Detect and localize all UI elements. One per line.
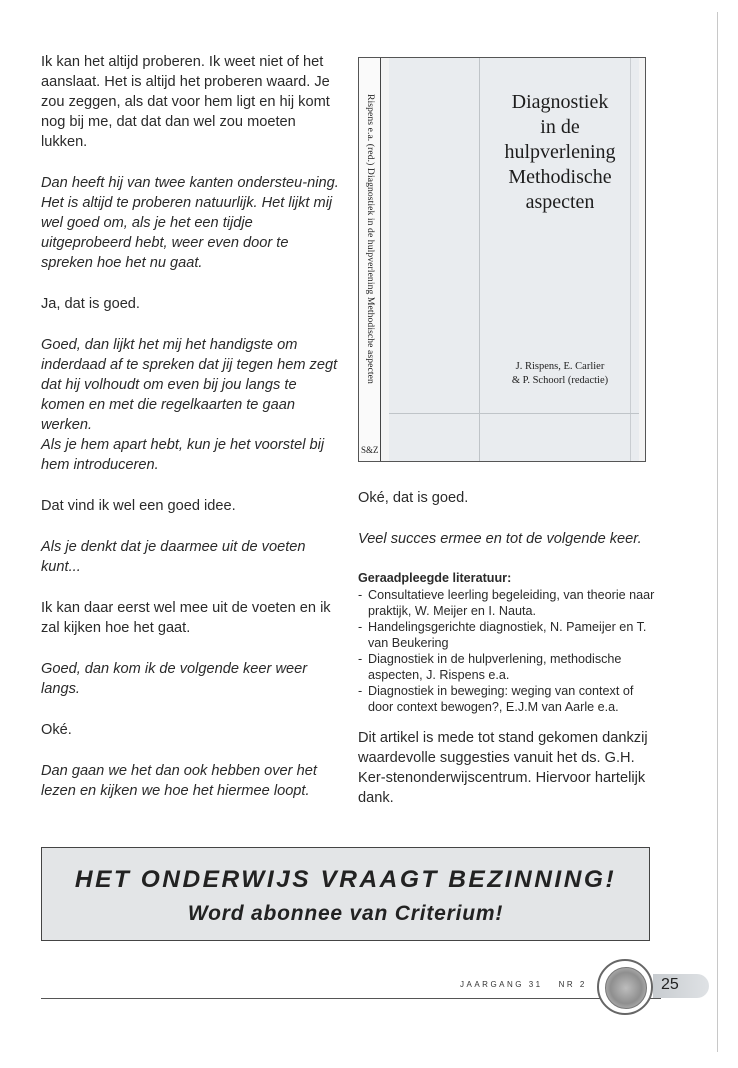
paragraph: Als je hem apart hebt, kun je het voorstel bij hem introduceren. (41, 437, 325, 473)
literature-list (358, 587, 658, 715)
book-author-line: & P. Schoorl (redactie) (511, 375, 609, 386)
page-number: 25 (661, 976, 679, 993)
volume-label: JAARGANG 31 (460, 980, 543, 989)
book-title-line: in de (540, 116, 580, 138)
book-cover-image (358, 57, 646, 462)
banner-subline: Word abonnee van Criterium! (187, 902, 504, 925)
footer-issue-info (460, 980, 603, 989)
subscription-banner (41, 847, 650, 941)
book-spine (359, 58, 381, 461)
cover-rule (389, 413, 639, 414)
paragraph: Dan heeft hij van twee kanten ondersteu-ning. Het is altijd te proberen natuurlijk. Het lijkt mij wel goed om, als je het een tijdje uitgeprobeerd hebt, weer even door te spreken hoe het nu gaat. (41, 175, 339, 271)
book-authors (465, 360, 655, 388)
list-item: - Diagnostiek in beweging: weging van context of door context bewogen?, E.J.M van Aarle e.a. (358, 683, 658, 715)
book-title-line: Diagnostiek (511, 91, 609, 113)
list-item: - Diagnostiek in de hulpverlening, methodische aspecten, J. Rispens e.a. (358, 651, 658, 683)
book-subtitle-line: Methodische (508, 166, 612, 188)
journal-seal-icon (597, 959, 653, 1015)
paragraph: Oké, dat is goed. (358, 490, 469, 506)
spine-text: Rispens e.a. (red.) Diagnostiek in de hulpverlening Methodische aspecten (365, 94, 376, 384)
list-item: - Consultatieve leerling begeleiding, van theorie naar praktijk, W. Meijer en I. Nauta. (358, 587, 658, 619)
acknowledgement: Dit artikel is mede tot stand gekomen dankzij waardevolle suggesties vanuit het ds. G.H. Ker-stenonderwijscentrum. Hiervoor hartelijk dank. (358, 730, 648, 806)
page-number-tab (653, 974, 709, 998)
paragraph: Goed, dan lijkt het mij het handigste om inderdaad af te spreken dat jij tegen hem zegt dat hij volhoudt om even bij jou langs te komen en met die regelkaarten te gaan werken. (41, 337, 338, 433)
issue-label: NR 2 (558, 980, 587, 989)
book-title-line: hulpverlening (504, 141, 616, 163)
left-column (41, 52, 341, 822)
paragraph: Ik kan daar eerst wel mee uit de voeten en ik zal kijken hoe het gaat. (41, 600, 331, 636)
book-front-cover (389, 58, 639, 461)
list-item: - Handelingsgerichte diagnostiek, N. Pameijer en T. van Beukering (358, 619, 658, 651)
book-author-line: J. Rispens, E. Carlier (515, 361, 605, 372)
publisher-logo: S&Z (361, 445, 379, 455)
paragraph: Veel succes ermee en tot de volgende keer. (358, 531, 642, 547)
right-column (358, 488, 658, 829)
paragraph: Ja, dat is goed. (41, 296, 140, 312)
paragraph: Dat vind ik wel een goed idee. (41, 498, 236, 514)
paragraph: Oké. (41, 722, 72, 738)
footer-rule (41, 998, 661, 999)
book-subtitle-line: aspecten (525, 191, 595, 213)
literature-heading: Geraadpleegde literatuur: (358, 571, 512, 585)
book-title (465, 90, 655, 215)
banner-headline: HET ONDERWIJS VRAAGT BEZINNING! (74, 866, 617, 893)
paragraph: Dan gaan we het dan ook hebben over het lezen en kijken we hoe het hiermee loopt. (41, 763, 317, 799)
paragraph: Goed, dan kom ik de volgende keer weer langs. (41, 661, 308, 697)
paragraph: Als je denkt dat je daarmee uit de voeten kunt... (41, 539, 306, 575)
paragraph: Ik kan het altijd proberen. Ik weet niet of het aanslaat. Het is altijd het proberen waard. Je zou zeggen, als dat voor hem ligt en hij komt nog bij me, dat dat dan wel zou moeten lukken. (41, 54, 330, 150)
seal-emblem (605, 967, 647, 1009)
page-edge-rule (717, 12, 718, 1052)
